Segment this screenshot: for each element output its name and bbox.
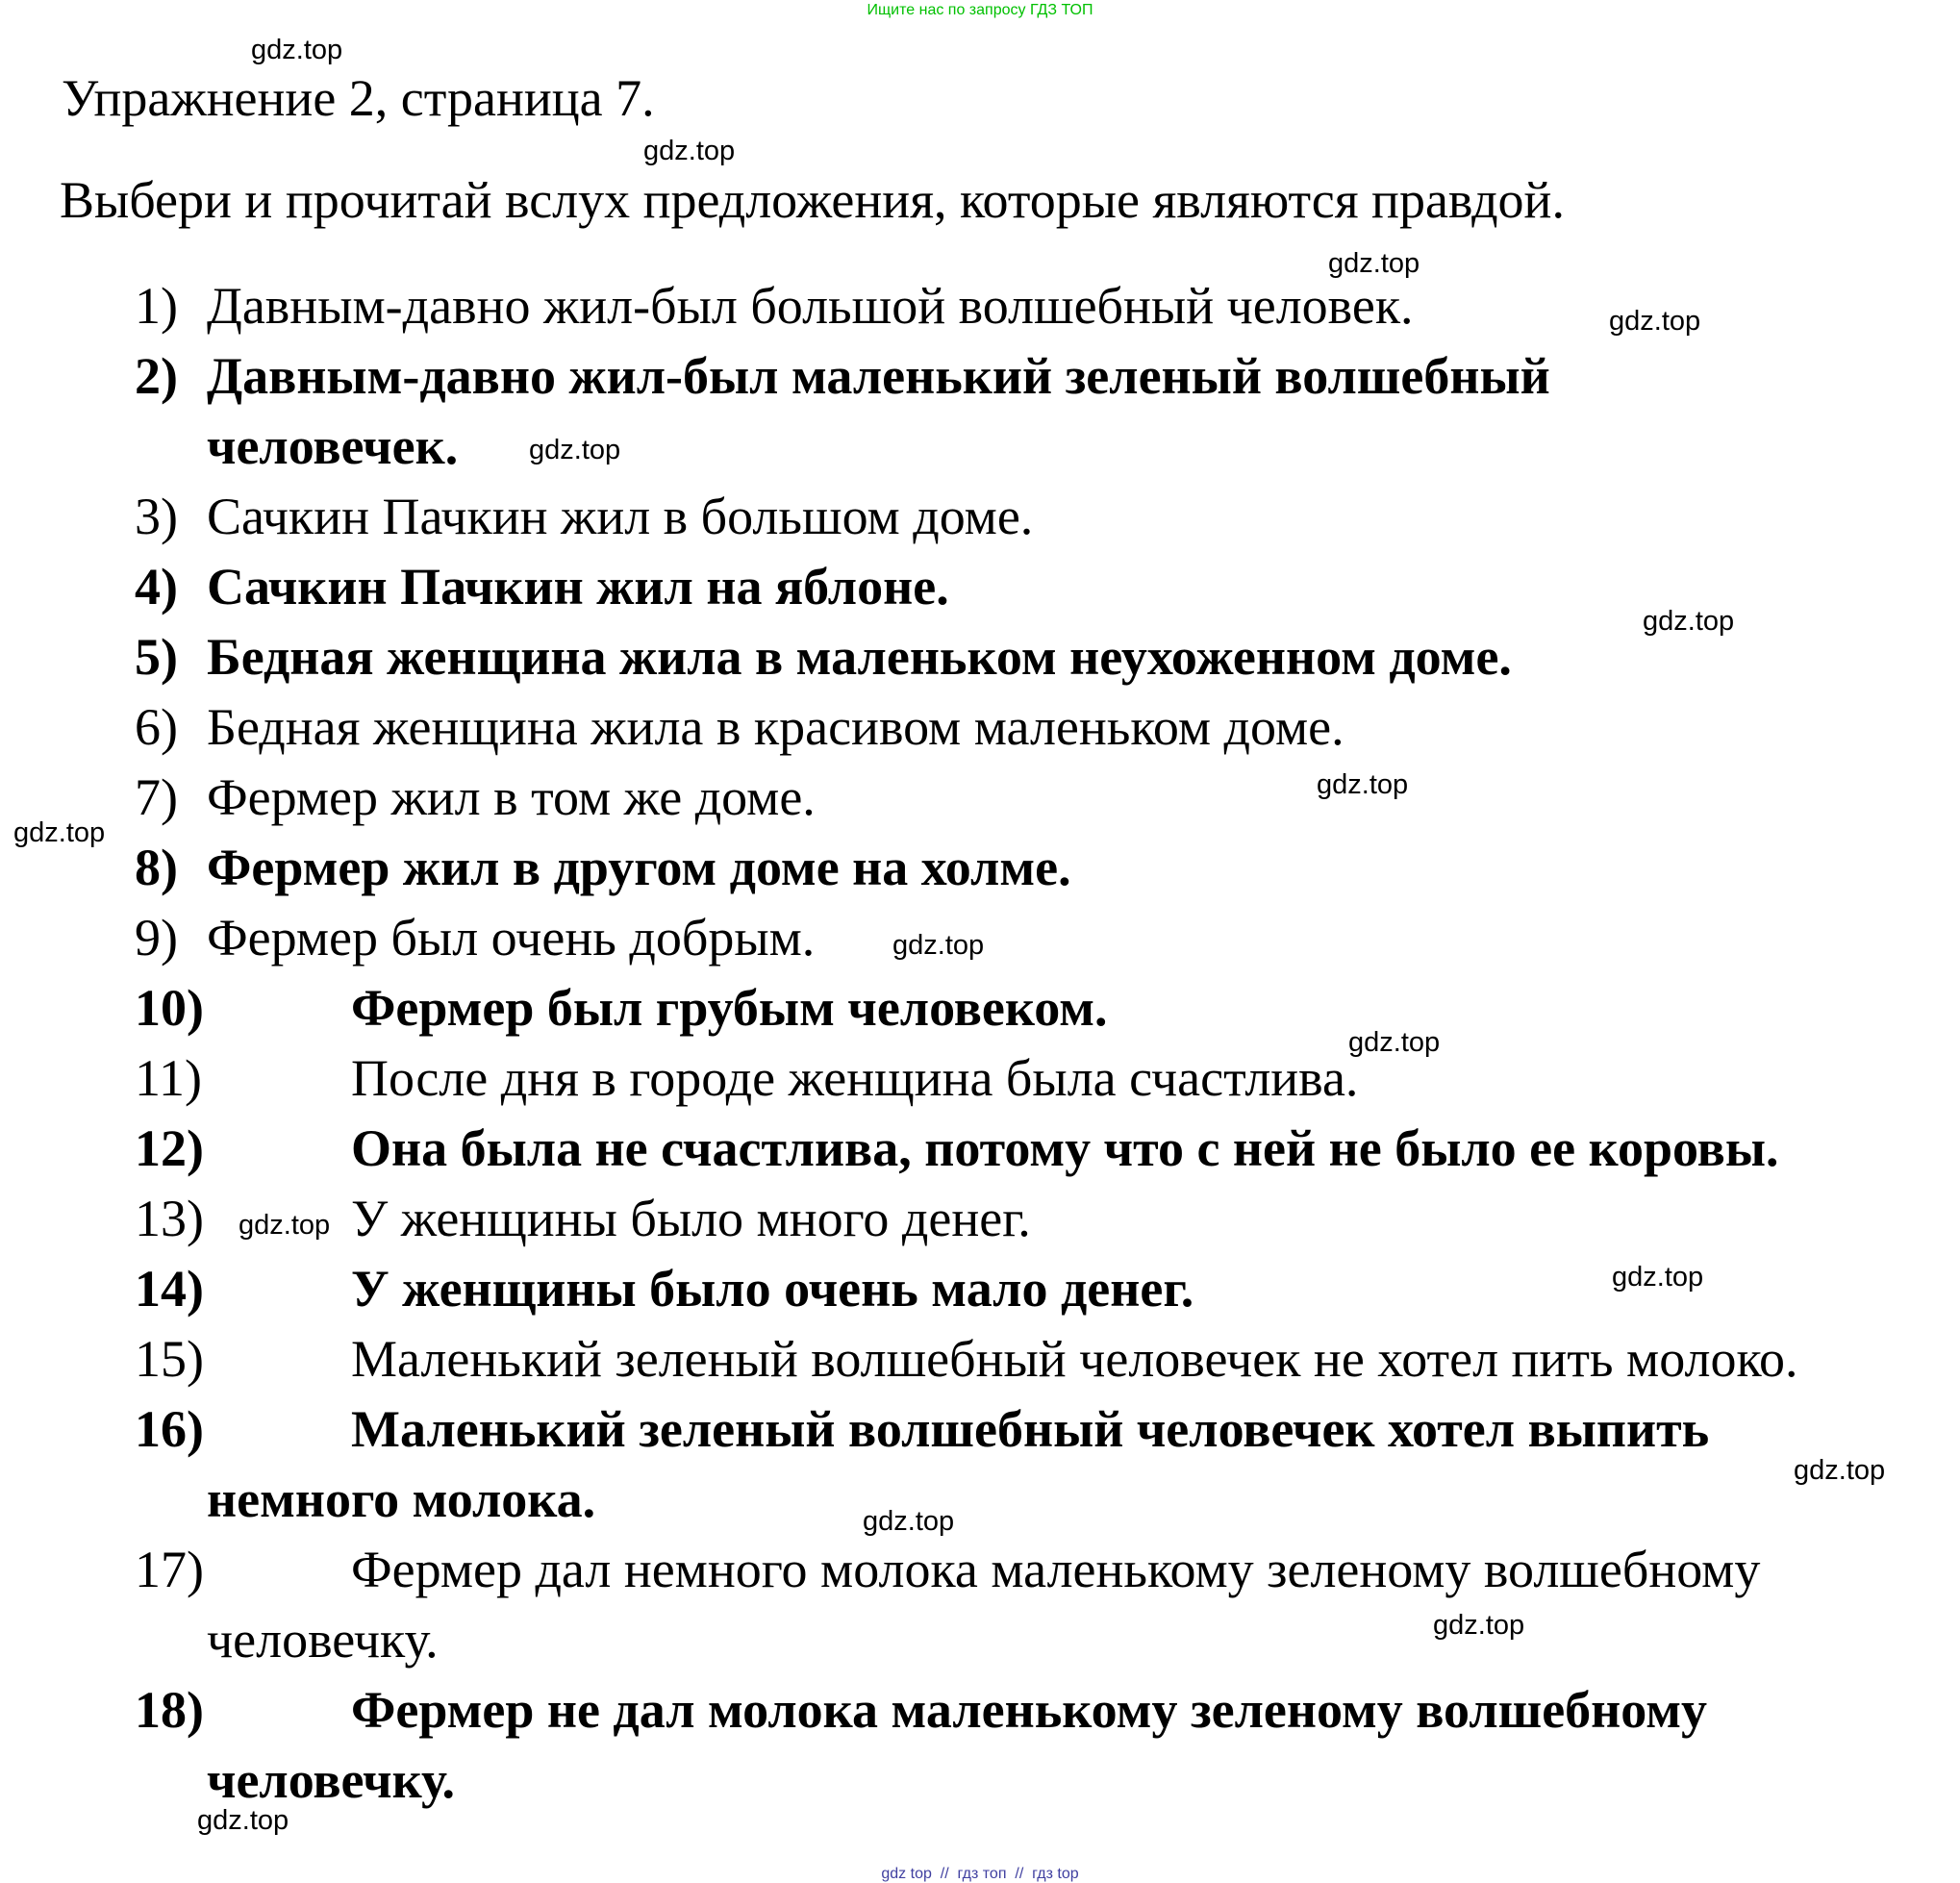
item-text: Маленький зеленый волшебный человечек не хотел пить молоко. [351,1330,1798,1388]
watermark: gdz.top [863,1506,955,1537]
watermark: gdz.top [1348,1027,1441,1058]
item-text: Давным-давно жил-был большой волшебный человек. [207,277,1414,335]
item-text: Фермер жил в другом доме на холме. [207,839,1071,896]
item-continuation: человечку. [207,1611,439,1669]
list-item [135,1400,1709,1458]
list-item [135,277,1414,335]
watermark: gdz.top [643,136,736,166]
item-text: Сачкин Пачкин жил на яблоне. [207,558,949,615]
watermark: gdz.top [251,35,343,65]
watermark: gdz.top [1317,769,1409,800]
item-number: 3) [135,488,178,545]
watermark: gdz.top [529,435,621,465]
item-number: 16) [135,1400,204,1458]
item-number: 9) [135,909,178,967]
item-continuation: немного молока. [207,1470,596,1528]
item-text: Фермер дал немного молока маленькому зеленому волшебному [351,1541,1761,1598]
list-item [135,909,815,967]
item-number: 7) [135,768,178,826]
item-text: Маленький зеленый волшебный человечек хотел выпить [351,1400,1710,1458]
item-number: 6) [135,698,178,756]
watermark: gdz.top [892,930,985,961]
list-item [135,1049,1358,1107]
list-item [135,488,1033,545]
list-item [135,1119,1779,1177]
item-number: 15) [135,1330,204,1388]
list-item [135,347,1550,405]
watermark: gdz.top [1612,1262,1704,1293]
watermark: gdz.top [13,817,106,848]
top-banner: Ищите нас по запросу ГДЗ ТОП [867,2,1093,18]
item-text: Бедная женщина жила в красивом маленьком доме. [207,698,1344,756]
list-item [135,768,816,826]
item-continuation: человечку. [207,1751,456,1809]
exercise-instruction: Выбери и прочитай вслух предложения, которые являются правдой. [60,171,1565,229]
item-number: 17) [135,1541,204,1598]
list-item [135,698,1344,756]
list-item [135,1681,1707,1739]
watermark: gdz.top [1643,606,1735,637]
watermark: gdz.top [197,1805,289,1836]
item-number: 13) [135,1190,204,1247]
item-text: У женщины было много денег. [351,1190,1031,1247]
watermark: gdz.top [1433,1610,1525,1641]
item-text: После дня в городе женщина была счастлива. [351,1049,1359,1107]
watermark: gdz.top [1609,306,1701,337]
item-text: Сачкин Пачкин жил в большом доме. [207,488,1034,545]
item-number: 4) [135,558,178,615]
item-number: 14) [135,1260,204,1318]
watermark: gdz.top [239,1210,331,1241]
item-text: Фермер жил в том же доме. [207,768,816,826]
item-text: Фермер был грубым человеком. [351,979,1108,1037]
item-number: 5) [135,628,178,686]
item-text: Бедная женщина жила в маленьком неухоженном доме. [207,628,1512,686]
item-number: 10) [135,979,204,1037]
item-text: Фермер не дал молока маленькому зеленому волшебному [351,1681,1708,1739]
list-item [135,1541,1760,1598]
list-item [135,628,1512,686]
item-number: 1) [135,277,178,335]
watermark: gdz.top [1328,248,1420,279]
bottom-footer: gdz top // гдз топ // гдз top [881,1866,1079,1882]
list-item [135,1330,1797,1388]
item-text: Она была не счастлива, потому что с ней не было ее коровы. [351,1119,1779,1177]
list-item [135,558,949,615]
watermark: gdz.top [1794,1455,1886,1486]
item-number: 2) [135,347,178,405]
list-item [135,979,1108,1037]
list-item [135,1260,1194,1318]
item-continuation: человечек. [207,417,459,475]
item-text: Фермер был очень добрым. [207,909,816,967]
item-number: 8) [135,839,178,896]
exercise-title: Упражнение 2, страница 7. [62,69,655,127]
list-item [135,839,1071,896]
item-number: 11) [135,1049,202,1107]
item-number: 12) [135,1119,204,1177]
item-text: У женщины было очень мало денег. [351,1260,1194,1318]
item-number: 18) [135,1681,204,1739]
item-text: Давным-давно жил-был маленький зеленый волшебный [207,347,1550,405]
